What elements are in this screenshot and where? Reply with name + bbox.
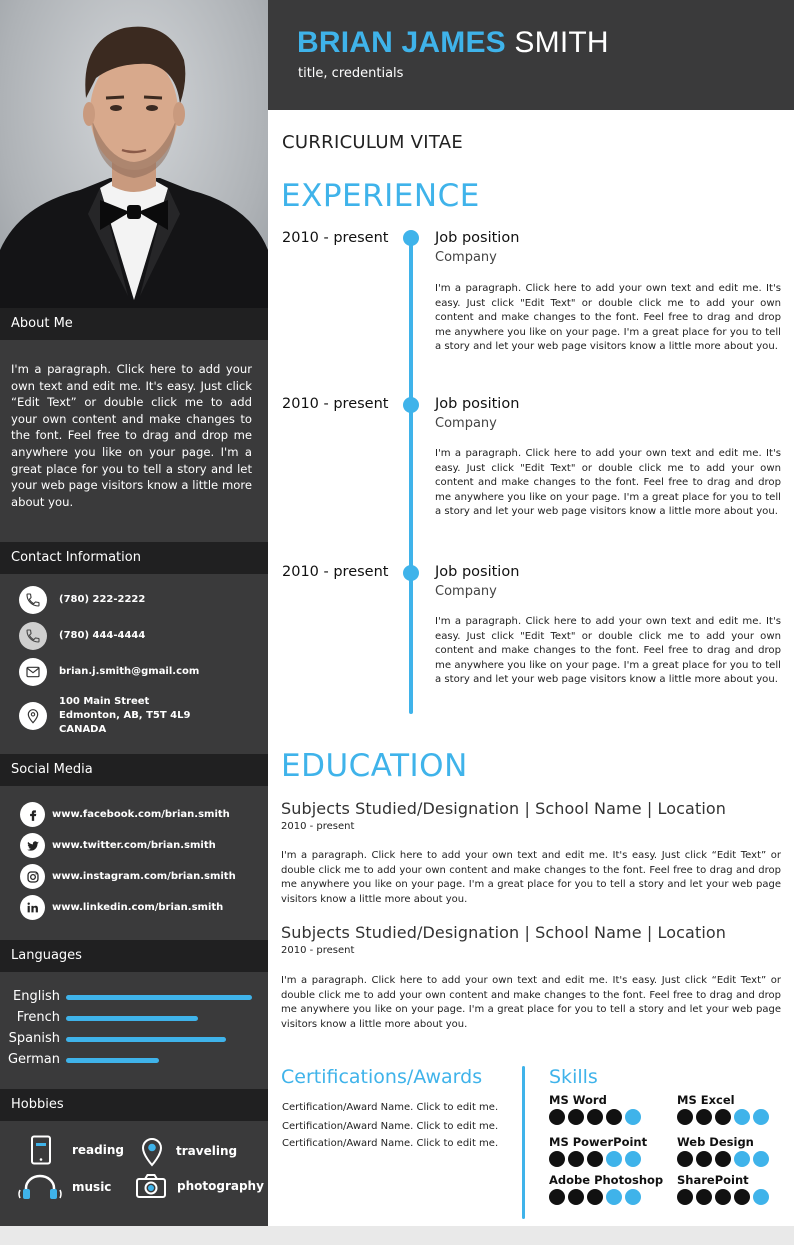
hobby-reading xyxy=(30,1135,124,1165)
camera-icon xyxy=(135,1173,167,1199)
skill-name: MS PowerPoint xyxy=(549,1135,648,1149)
certifications-title: Certifications/Awards xyxy=(281,1066,483,1088)
cv-label: CURRICULUM VITAE xyxy=(282,132,464,153)
section-divider xyxy=(522,1066,525,1219)
skill-ms-powerpoint xyxy=(549,1135,647,1167)
contact-phone-1 xyxy=(19,586,145,614)
language-row xyxy=(0,1052,268,1068)
sidebar xyxy=(0,0,268,1226)
phone-icon xyxy=(19,586,47,614)
skill-dot-filled xyxy=(587,1189,603,1205)
skill-name: Adobe Photoshop xyxy=(549,1173,664,1187)
phone-2-text: (780) 444-4444 xyxy=(59,630,146,641)
phone-1-text: (780) 222-2222 xyxy=(59,594,146,605)
skill-dot-empty xyxy=(606,1189,622,1205)
contact-heading: Contact Information xyxy=(0,542,268,574)
skill-dot-filled xyxy=(568,1151,584,1167)
skill-dot-empty xyxy=(606,1151,622,1167)
education-2-text: I'm a paragraph. Click here to add your own text and edit me. It's easy. Just click “Edit Text” or double click me to add your own content and make changes to the font. Feel free to drag and drop me anywhere you like on your page. I'm a great place for you to tell a story and let your web page visitors know a little more about you. xyxy=(281,975,781,1030)
skill-dot-filled xyxy=(549,1109,565,1125)
experience-2-position: Job position xyxy=(435,396,520,412)
skill-dot-filled xyxy=(715,1151,731,1167)
experience-3-position: Job position xyxy=(435,564,520,580)
about-text: I'm a paragraph. Click here to add your own text and edit me. It's easy. Just click “Edit Text” or double click me to add your own content and make changes to the font. Feel free to drag and drop me anywhere you like on your page. I'm a great place for you to tell a story and let your web page visitors know a little more about you. xyxy=(11,362,252,509)
envelope-icon xyxy=(19,658,47,686)
education-2-heading: Subjects Studied/Designation | School Name | Location xyxy=(281,923,726,942)
skill-dot-filled xyxy=(568,1189,584,1205)
skill-rating xyxy=(677,1151,769,1167)
timeline-dot xyxy=(403,230,419,246)
skill-dot-filled xyxy=(549,1189,565,1205)
skill-adobe-photoshop xyxy=(549,1173,663,1205)
experience-1-company: Company xyxy=(435,250,497,265)
skill-rating xyxy=(549,1151,647,1167)
skill-ms-word xyxy=(549,1093,641,1125)
address-line-2: Edmonton, AB, T5T 4L9 xyxy=(59,710,191,721)
skill-dot-filled xyxy=(549,1151,565,1167)
map-pin-icon xyxy=(19,702,47,730)
experience-1-position: Job position xyxy=(435,230,520,246)
language-level-bar xyxy=(66,1016,198,1021)
skill-dot-filled xyxy=(677,1189,693,1205)
social-facebook[interactable] xyxy=(20,802,230,827)
skill-dot-empty xyxy=(625,1189,641,1205)
hobby-music-label: music xyxy=(72,1180,112,1194)
skills-title: Skills xyxy=(549,1066,598,1088)
linkedin-icon xyxy=(20,895,45,920)
facebook-link[interactable]: www.facebook.com/brian.smith xyxy=(52,809,230,820)
hobby-traveling-label: traveling xyxy=(176,1144,238,1158)
language-level-bar xyxy=(66,1037,226,1042)
twitter-icon xyxy=(20,833,45,858)
language-name: English xyxy=(13,989,60,1004)
hobbies-heading: Hobbies xyxy=(0,1089,268,1121)
instagram-link[interactable]: www.instagram.com/brian.smith xyxy=(52,871,236,882)
address-line-3: CANADA xyxy=(59,724,107,735)
skill-rating xyxy=(677,1109,769,1125)
education-1-date: 2010 - present xyxy=(281,821,355,832)
email-text[interactable]: brian.j.smith@gmail.com xyxy=(59,666,200,677)
language-name: German xyxy=(7,1052,60,1067)
skill-dot-filled xyxy=(587,1151,603,1167)
skill-ms-excel xyxy=(677,1093,769,1125)
hobby-reading-label: reading xyxy=(72,1143,124,1157)
language-name: French xyxy=(16,1010,60,1025)
skill-web-design xyxy=(677,1135,769,1167)
skill-dot-filled xyxy=(696,1189,712,1205)
skill-dot-filled xyxy=(587,1109,603,1125)
title-credentials: title, credentials xyxy=(298,66,404,81)
contact-email xyxy=(19,658,199,686)
skill-name: MS Excel xyxy=(677,1093,735,1107)
skill-dot-filled xyxy=(696,1109,712,1125)
language-row xyxy=(0,1010,268,1026)
skill-dot-empty xyxy=(753,1109,769,1125)
social-heading: Social Media xyxy=(0,754,268,786)
experience-2-text: I'm a paragraph. Click here to add your own text and edit me. It's easy. Just click "Edit Text" or double click me to add your own content and make changes to the font. Feel free to drag and drop me anywhere you like on your page. I'm a great place for you to tell a story and let your web page visitors know a little more about you. xyxy=(435,448,781,518)
certification-item: Certification/Award Name. Click to edit me. xyxy=(282,1121,499,1132)
hobby-photography xyxy=(135,1173,264,1199)
skill-dot-empty xyxy=(753,1151,769,1167)
education-1-text: I'm a paragraph. Click here to add your own text and edit me. It's easy. Just click “Edit Text” or double click me to add your own content and make changes to the font. Feel free to drag and drop me anywhere you like on your page. I'm a great place for you to tell a story and let your web page visitors know a little more about you. xyxy=(281,850,781,905)
address-text xyxy=(59,695,190,737)
experience-title: EXPERIENCE xyxy=(281,178,480,214)
experience-1-text: I'm a paragraph. Click here to add your own text and edit me. It's easy. Just click "Edit Text" or double click me to add your own content and make changes to the font. Feel free to drag and drop me anywhere you like on your page. I'm a great place for you to tell a story and let your web page visitors know a little more about you. xyxy=(435,283,781,353)
hobby-music xyxy=(17,1173,111,1201)
skill-dot-empty xyxy=(625,1151,641,1167)
last-name: SMITH xyxy=(505,26,609,59)
language-name: Spanish xyxy=(8,1031,60,1046)
instagram-icon xyxy=(20,864,45,889)
social-linkedin[interactable] xyxy=(20,895,223,920)
skill-dot-filled xyxy=(677,1109,693,1125)
portrait-illustration xyxy=(0,0,268,308)
experience-2-company: Company xyxy=(435,416,497,431)
education-title: EDUCATION xyxy=(281,748,468,784)
education-1-heading: Subjects Studied/Designation | School Name | Location xyxy=(281,799,726,818)
experience-3-text: I'm a paragraph. Click here to add your own text and edit me. It's easy. Just click "Edit Text" or double click me to add your own content and make changes to the font. Feel free to drag and drop me anywhere you like on your page. I'm a great place for you to tell a story and let your web page visitors know a little more about you. xyxy=(435,616,781,686)
education-2-date: 2010 - present xyxy=(281,945,355,956)
languages-heading: Languages xyxy=(0,940,268,972)
certification-item: Certification/Award Name. Click to edit me. xyxy=(282,1102,499,1113)
skill-name: SharePoint xyxy=(677,1173,749,1187)
skill-rating xyxy=(549,1109,641,1125)
name-header xyxy=(268,0,794,110)
skill-dot-filled xyxy=(696,1151,712,1167)
timeline-line xyxy=(409,236,413,714)
social-twitter[interactable] xyxy=(20,833,216,858)
contact-phone-2 xyxy=(19,622,145,650)
headphones-icon xyxy=(17,1173,63,1201)
facebook-icon xyxy=(20,802,45,827)
skill-dot-empty xyxy=(734,1109,750,1125)
skill-name: MS Word xyxy=(549,1093,607,1107)
skill-name: Web Design xyxy=(677,1135,754,1149)
social-instagram[interactable] xyxy=(20,864,236,889)
phone-icon xyxy=(19,622,47,650)
timeline-dot xyxy=(403,397,419,413)
twitter-link[interactable]: www.twitter.com/brian.smith xyxy=(52,840,216,851)
skill-dot-filled xyxy=(734,1189,750,1205)
skill-dot-empty xyxy=(625,1109,641,1125)
skill-dot-empty xyxy=(753,1189,769,1205)
experience-1-date: 2010 - present xyxy=(282,230,389,246)
timeline-dot xyxy=(403,565,419,581)
linkedin-link[interactable]: www.linkedin.com/brian.smith xyxy=(52,902,224,913)
experience-2-date: 2010 - present xyxy=(282,396,389,412)
language-level-bar xyxy=(66,995,252,1000)
skill-rating xyxy=(677,1189,769,1205)
skill-rating xyxy=(549,1189,663,1205)
map-pin-icon xyxy=(140,1135,164,1167)
skill-dot-empty xyxy=(734,1151,750,1167)
address-line-1: 100 Main Street xyxy=(59,696,150,707)
contact-address xyxy=(19,695,190,737)
first-names: BRIAN JAMES xyxy=(297,26,506,59)
experience-3-company: Company xyxy=(435,584,497,599)
hobby-photography-label: photography xyxy=(177,1179,264,1193)
skill-dot-filled xyxy=(606,1109,622,1125)
name-heading xyxy=(297,26,609,60)
experience-3-date: 2010 - present xyxy=(282,564,389,580)
language-level-bar xyxy=(66,1058,159,1063)
skill-dot-filled xyxy=(677,1151,693,1167)
skill-sharepoint xyxy=(677,1173,769,1205)
about-heading: About Me xyxy=(0,308,268,340)
skill-dot-filled xyxy=(568,1109,584,1125)
language-row xyxy=(0,1031,268,1047)
hobby-traveling xyxy=(140,1135,237,1167)
profile-photo xyxy=(0,0,268,308)
tablet-icon xyxy=(30,1135,52,1165)
skill-dot-filled xyxy=(715,1109,731,1125)
language-row xyxy=(0,989,268,1005)
certification-item: Certification/Award Name. Click to edit me. xyxy=(282,1138,499,1149)
skill-dot-filled xyxy=(715,1189,731,1205)
